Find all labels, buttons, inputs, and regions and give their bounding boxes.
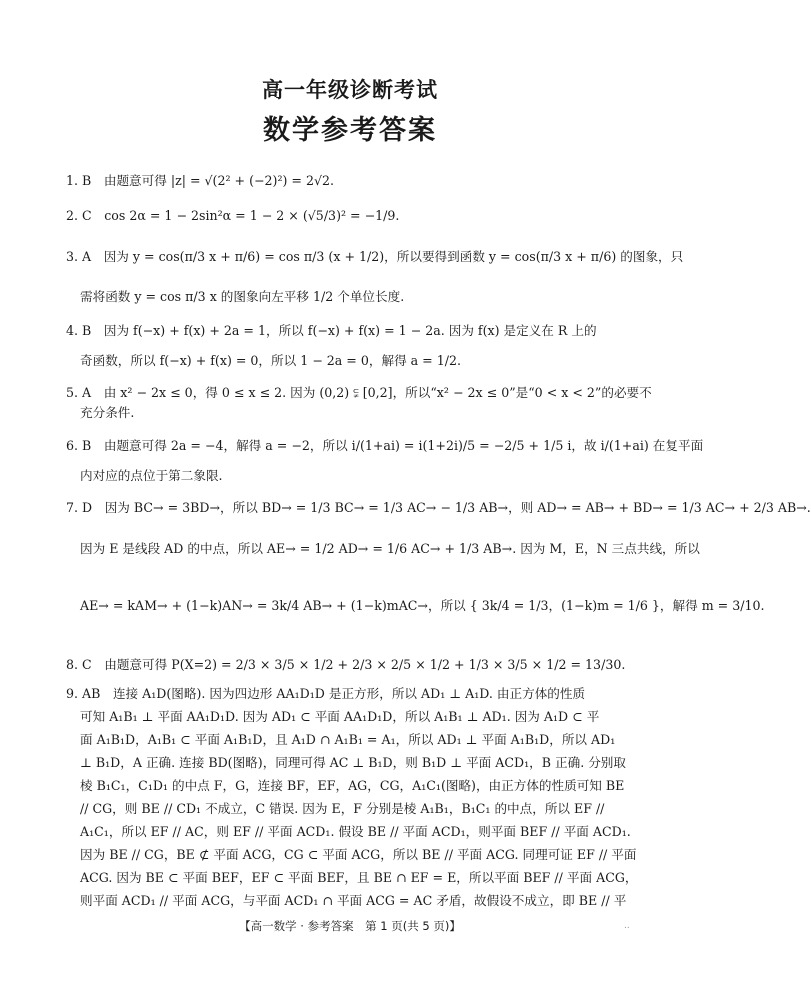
answer-line: 因为 BE // CG，BE ⊄ 平面 ACG，CG ⊂ 平面 ACG，所以 BE // 平面 ACG. 同理可证 EF // 平面 [80,847,637,862]
answer-line: 内对应的点位于第二象限. [80,468,223,483]
answer-line: 4. B 因为 f(−x) + f(x) + 2a = 1，所以 f(−x) + f(x) = 1 − 2a. 因为 f(x) 是定义在 R 上的 [66,323,597,338]
answer-line: 则平面 ACD₁ // 平面 ACG，与平面 ACD₁ ∩ 平面 ACG = AC 矛盾，故假设不成立，即 BE // 平 [80,893,627,908]
answer-line: 5. A 由 x² − 2x ≤ 0，得 0 ≤ x ≤ 2. 因为 (0,2) ⫋ [0,2]，所以“x² − 2x ≤ 0”是“0 < x < 2”的必要不 [66,385,652,400]
page-subtitle: 数学参考答案 [263,115,437,146]
answer-line: 7. D 因为 BC→ = 3BD→，所以 BD→ = 1/3 BC→ = 1/3 AC→ − 1/3 AB→，则 AD→ = AB→ + BD→ = 1/3 AC→ + 2/3 AB→. [66,500,811,515]
answer-line: 3. A 因为 y = cos(π/3 x + π/6) = cos π/3 (x + 1/2)，所以要得到函数 y = cos(π/3 x + π/6) 的图象，只 [66,249,684,264]
answer-line: ⊥ B₁D，A 正确. 连接 BD(图略)，同理可得 AC ⊥ B₁D，则 B₁D ⊥ 平面 ACD₁，B 正确. 分别取 [80,755,626,770]
answer-line: 1. B 由题意可得 |z| = √(2² + (−2)²) = 2√2. [66,173,335,188]
answer-line: 棱 B₁C₁，C₁D₁ 的中点 F，G，连接 BF，EF，AG，CG，A₁C₁(图略)，由正方体的性质可知 BE [80,778,625,793]
answer-line: A₁C₁，所以 EF // AC，则 EF // 平面 ACD₁. 假设 BE // 平面 ACD₁，则平面 BEF // 平面 ACD₁. [80,824,631,839]
answer-line: 2. C cos 2α = 1 − 2sin²α = 1 − 2 × (√5/3)² = −1/9. [66,208,400,223]
answer-line: 奇函数，所以 f(−x) + f(x) = 0，所以 1 − 2a = 0，解得 a = 1/2. [80,353,461,368]
footer-mark: .. [624,921,630,931]
answer-line: ACG. 因为 BE ⊂ 平面 BEF，EF ⊂ 平面 BEF，且 BE ∩ EF = E，所以平面 BEF // 平面 ACG， [80,870,638,885]
answer-line: // CG，则 BE // CD₁ 不成立，C 错误. 因为 E，F 分别是棱 A₁B₁，B₁C₁ 的中点，所以 EF // [80,801,605,816]
page-title: 高一年级诊断考试 [262,78,438,102]
answer-line: 需将函数 y = cos π/3 x 的图象向左平移 1/2 个单位长度. [80,289,405,304]
page-footer: 【高一数学 · 参考答案 第 1 页(共 5 页)】 [239,919,461,933]
answer-line: 6. B 由题意可得 2a = −4，解得 a = −2，所以 i/(1+ai) = i(1+2i)/5 = −2/5 + 1/5 i，故 i/(1+ai) 在复平面 [66,438,704,453]
answer-line: 因为 E 是线段 AD 的中点，所以 AE→ = 1/2 AD→ = 1/6 AC→ + 1/3 AB→. 因为 M，E，N 三点共线，所以 [80,541,700,556]
answer-line: 9. AB 连接 A₁D(图略). 因为四边形 AA₁D₁D 是正方形，所以 AD₁ ⊥ A₁D. 由正方体的性质 [66,686,586,701]
answer-line: 8. C 由题意可得 P(X=2) = 2/3 × 3/5 × 1/2 + 2/3 × 2/5 × 1/2 + 1/3 × 3/5 × 1/2 = 13/30. [66,657,626,672]
answer-line: 面 A₁B₁D，A₁B₁ ⊂ 平面 A₁B₁D，且 A₁D ∩ A₁B₁ = A₁，所以 AD₁ ⊥ 平面 A₁B₁D，所以 AD₁ [80,732,616,747]
answer-line: 可知 A₁B₁ ⊥ 平面 AA₁D₁D. 因为 AD₁ ⊂ 平面 AA₁D₁D，所以 A₁B₁ ⊥ AD₁. 因为 A₁D ⊂ 平 [80,709,600,724]
answer-line: 充分条件. [80,405,135,420]
answer-line: AE→ = kAM→ + (1−k)AN→ = 3k/4 AB→ + (1−k)mAC→，所以 { 3k/4 = 1/3，(1−k)m = 1/6 }，解得 m = 3/10. [80,598,765,613]
